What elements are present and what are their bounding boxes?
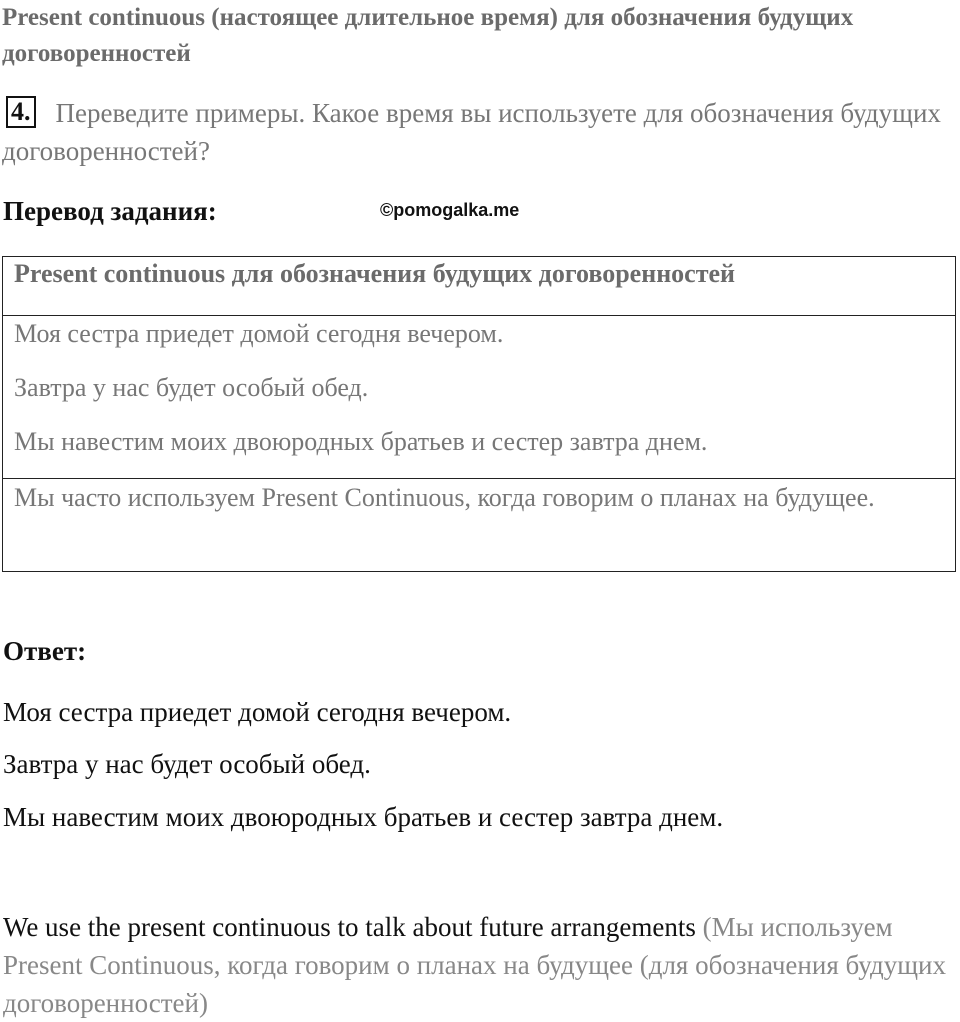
rule-box-title: Present continuous для обозначения будущих договоренностей bbox=[3, 257, 955, 316]
answer-line: Завтра у нас будет особый обед. bbox=[3, 749, 371, 779]
rule-english: We use the present continuous to talk about future arrangements bbox=[3, 912, 696, 942]
example-line: Моя сестра приедет домой сегодня вечером. bbox=[14, 319, 504, 348]
rule-russian: (Мы используем Present Continuous, когда говорим о планах на будущее (для обозначения будущих договоренностей) bbox=[3, 912, 946, 1018]
rule-box-note: Мы часто используем Present Continuous, когда говорим о планах на будущее. bbox=[14, 483, 875, 512]
task-statement bbox=[2, 94, 952, 170]
task-text: Переведите примеры. Какое время вы используете для обозначения будущих договоренностей? bbox=[2, 98, 941, 166]
rule-summary bbox=[3, 908, 953, 1022]
answer-line: Моя сестра приедет домой сегодня вечером. bbox=[3, 697, 512, 727]
example-line: Мы навестим моих двоюродных братьев и сестер завтра днем. bbox=[14, 427, 708, 456]
task-number-badge: 4. bbox=[6, 96, 36, 128]
watermark: ©pomogalka.me bbox=[380, 200, 520, 220]
example-line: Завтра у нас будет особый обед. bbox=[14, 373, 369, 402]
answer-line: Мы навестим моих двоюродных братьев и сестер завтра днем. bbox=[3, 802, 724, 832]
answer-label: Ответ: bbox=[3, 636, 87, 666]
rule-box-examples bbox=[3, 316, 955, 479]
rule-box bbox=[2, 256, 956, 572]
translation-label: Перевод задания: bbox=[3, 196, 217, 226]
page-heading: Present continuous (настоящее длительное время) для обозначения будущих договоренностей bbox=[2, 4, 854, 67]
